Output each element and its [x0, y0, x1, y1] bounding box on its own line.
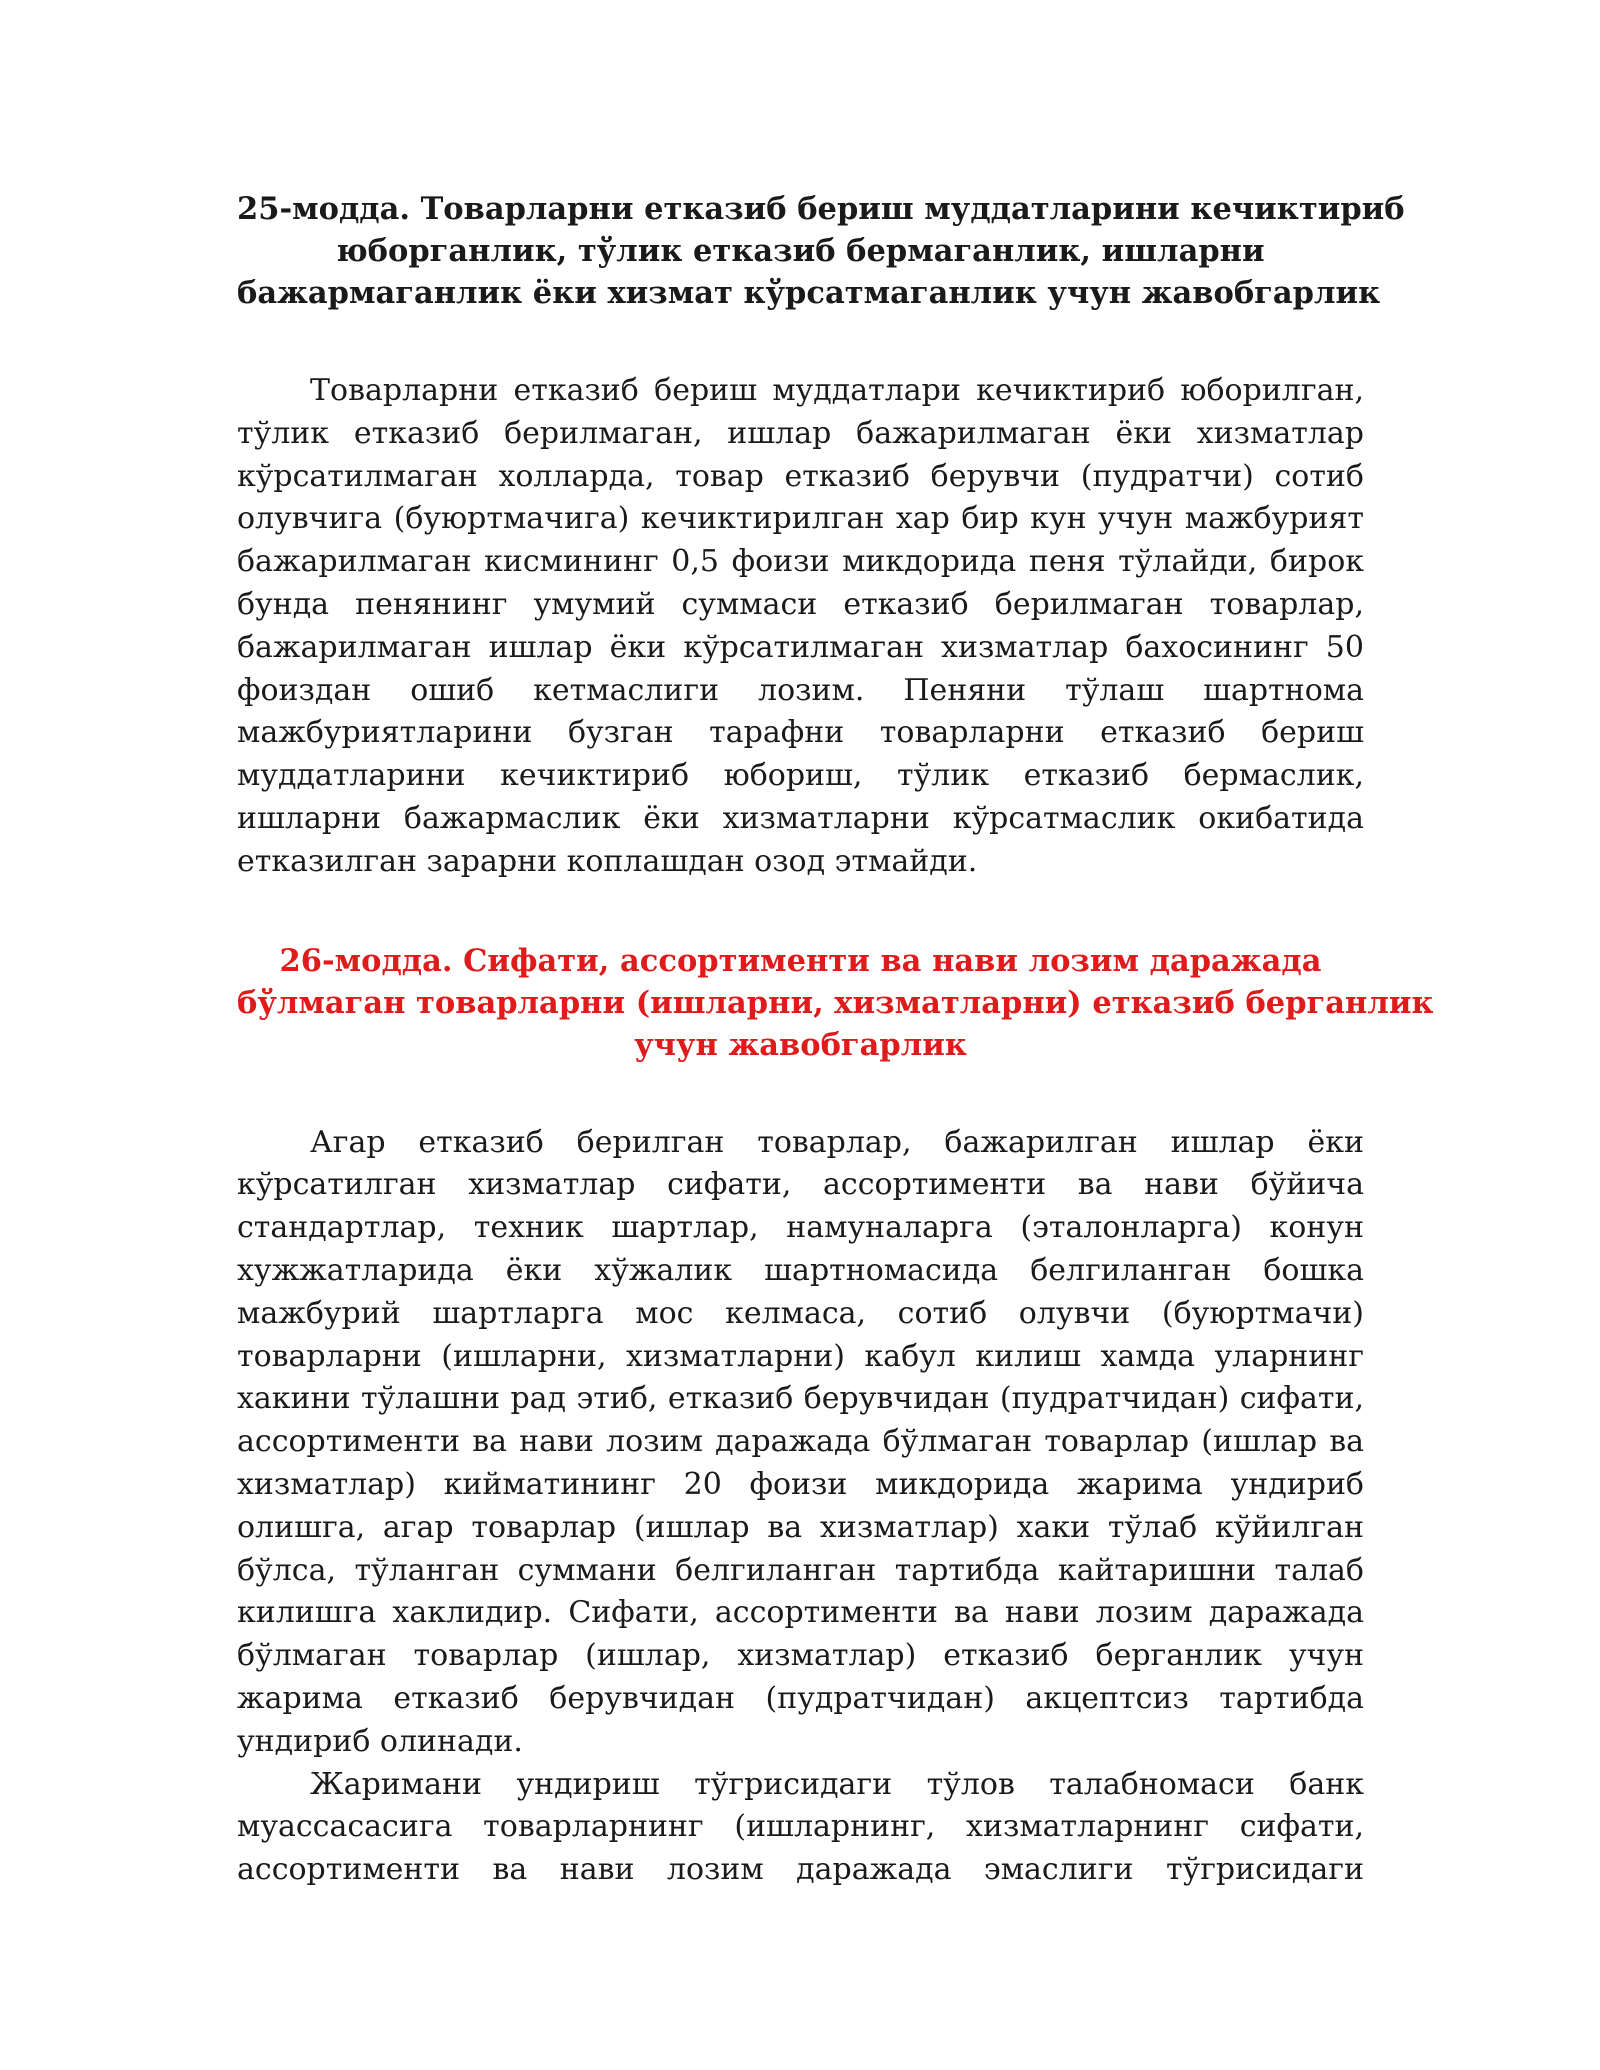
- article-26-heading-line: 26-модда. Сифати, ассортименти ва нави лозим даражада: [279, 942, 1322, 979]
- article-26-paragraph-line: стандартлар, техник шартлар, намуналарга (эталонларга) конун: [237, 1210, 1364, 1246]
- article-26-paragraph-line: хизматлар) кийматининг 20 фоизи микдорида жарима ундириб: [237, 1466, 1364, 1502]
- article-25-heading: [237, 188, 1405, 314]
- article-26-heading: [237, 940, 1434, 1066]
- article-26-heading-line: учун жавобгарлик: [634, 1026, 967, 1063]
- article-25-paragraph-line: олувчига (буюртмачига) кечиктирилган хар бир кун учун мажбурият: [237, 501, 1364, 537]
- article-26-paragraph-line: килишга хаклидир. Сифати, ассортименти ва нави лозим даражада: [237, 1595, 1364, 1631]
- article-26-paragraph-line: бўлса, тўланган суммани белгиланган тартибда кайтаришни талаб: [237, 1552, 1364, 1588]
- article-25-paragraph-line: фоиздан ошиб кетмаслиги лозим. Пеняни тўлаш шартнома: [237, 672, 1364, 708]
- article-25-paragraph-line: етказилган зарарни коплашдан озод этмайди.: [237, 843, 978, 879]
- article-26-paragraph-line: ундириб олинади.: [237, 1723, 523, 1759]
- article-25-paragraph-line: ишларни бажармаслик ёки хизматларни кўрсатмаслик окибатида: [237, 800, 1364, 836]
- article-26-paragraph-line: бўлмаган товарлар (ишлар, хизматлар) етказиб берганлик учун: [237, 1638, 1364, 1674]
- article-26-paragraph-line: хужжатларида ёки хўжалик шартномасида белгиланган бошка: [237, 1252, 1364, 1288]
- article-26-heading-line: бўлмаган товарларни (ишларни, хизматларни) етказиб берганлик: [237, 984, 1434, 1021]
- article-26-paragraph-line: хакини тўлашни рад этиб, етказиб берувчидан (пудратчидан) сифати,: [237, 1381, 1364, 1417]
- article-25-paragraph-line: тўлик етказиб берилмаган, ишлар бажарилмаган ёки хизматлар: [237, 415, 1364, 451]
- article-25-heading-line: бажармаганлик ёки хизмат кўрсатмаганлик учун жавобгарлик: [237, 275, 1381, 311]
- article-25-heading-line: юборганлик, тўлик етказиб бермаганлик, ишларни: [336, 233, 1265, 269]
- article-26-paragraph-1: [237, 1122, 1364, 1764]
- article-25-paragraph-line: мажбуриятларини бузган тарафни товарларни етказиб бериш: [237, 715, 1364, 751]
- article-26-paragraph-line: мажбурий шартларга мос келмаса, сотиб олувчи (буюртмачи): [237, 1295, 1364, 1331]
- article-25-paragraph-line: Товарларни етказиб бериш муддатлари кечиктириб юборилган,: [310, 373, 1364, 408]
- article-25-paragraph-line: кўрсатилмаган холларда, товар етказиб берувчи (пудратчи) сотиб: [237, 458, 1364, 494]
- article-25-paragraph: [237, 370, 1364, 884]
- article-25-paragraph-line: бажарилмаган ишлар ёки кўрсатилмаган хизматлар бахосининг 50: [237, 629, 1364, 665]
- article-26-paragraph-line: товарларни (ишларни, хизматларни) кабул килиш хамда уларнинг: [237, 1338, 1364, 1374]
- article-25-paragraph-line: бунда пенянинг умумий суммаси етказиб берилмаган товарлар,: [237, 586, 1364, 622]
- article-26-paragraph-line: олишга, агар товарлар (ишлар ва хизматлар) хаки тўлаб кўйилган: [237, 1509, 1364, 1545]
- article-25-paragraph-line: бажарилмаган кисмининг 0,5 фоизи микдорида пеня тўлайди, бирок: [237, 544, 1364, 580]
- article-26-paragraph-line: ассортименти ва нави лозим даражада эмаслиги тўгрисидаги: [237, 1852, 1364, 1888]
- article-26-paragraph-line: ассортименти ва нави лозим даражада бўлмаган товарлар (ишлар ва: [237, 1424, 1364, 1460]
- article-26-paragraph-line: муассасасига товарларнинг (ишларнинг, хизматларнинг сифати,: [237, 1809, 1364, 1845]
- article-25-heading-line: 25-модда. Товарларни етказиб бериш муддатларини кечиктириб: [237, 191, 1405, 227]
- article-26-paragraph-line: жарима етказиб берувчидан (пудратчидан) акцептсиз тартибда: [237, 1680, 1364, 1716]
- article-26-paragraph-line: кўрсатилган хизматлар сифати, ассортименти ва нави бўйича: [237, 1167, 1364, 1203]
- document-content: [237, 188, 1434, 1892]
- article-26-paragraph-2: [237, 1764, 1364, 1892]
- article-26-paragraph-line: Жаримани ундириш тўгрисидаги тўлов талабномаси банк: [310, 1766, 1364, 1802]
- article-26-paragraph-line: Агар етказиб берилган товарлар, бажарилган ишлар ёки: [310, 1124, 1364, 1160]
- article-25-paragraph-line: муддатларини кечиктириб юбориш, тўлик етказиб бермаслик,: [237, 758, 1364, 794]
